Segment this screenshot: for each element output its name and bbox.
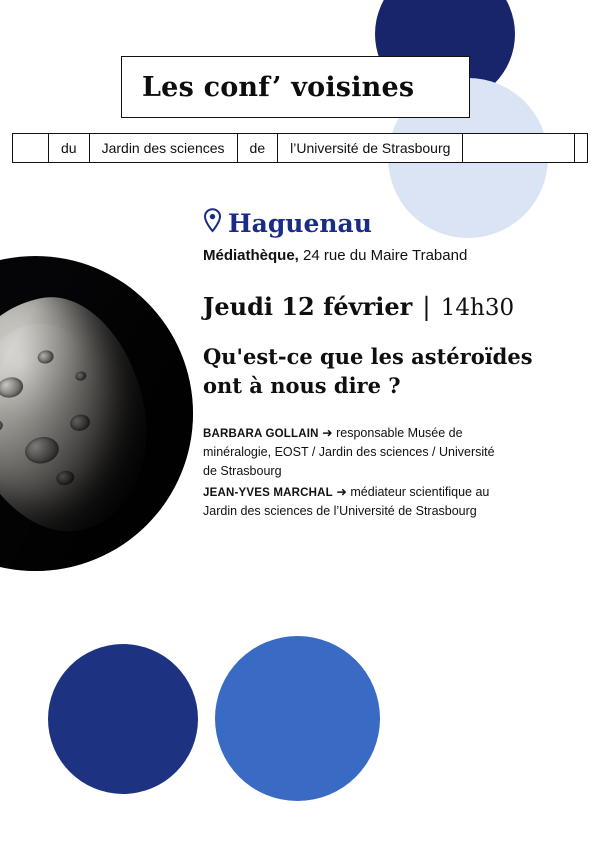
speaker-name: BARBARA GOLLAIN — [203, 427, 319, 440]
event-time: 14h30 — [440, 295, 515, 322]
event-details — [203, 208, 583, 523]
subtitle-spacer-mid — [462, 133, 574, 163]
subtitle-jardin-des-sciences: Jardin des sciences — [89, 133, 237, 163]
event-date: Jeudi 12 février — [203, 292, 413, 322]
subtitle-spacer-right — [574, 133, 588, 163]
decor-circle-blue-bottom — [215, 636, 380, 801]
speaker-item — [203, 424, 503, 481]
speaker-arrow-icon: ➜ — [336, 484, 347, 499]
page-title: Les conf’ voisines — [142, 71, 415, 103]
venue-address: 24 rue du Maire Traband — [303, 247, 468, 264]
speaker-role: responsable Musée de minéralogie, EOST / Jardin des sciences / Université de Strasbourg — [203, 425, 495, 478]
date-time-separator: | — [422, 292, 431, 322]
poster-title-box — [121, 56, 470, 118]
speaker-name: JEAN-YVES MARCHAL — [203, 486, 333, 499]
header-subtitle-row — [12, 133, 588, 163]
subtitle-du: du — [48, 133, 89, 163]
speaker-role: médiateur scientifique au Jardin des sciences de l’Université de Strasbourg — [203, 484, 490, 518]
speakers-list — [203, 424, 503, 521]
subtitle-de: de — [237, 133, 278, 163]
subtitle-universite: l’Université de Strasbourg — [277, 133, 462, 163]
event-city: Haguenau — [228, 208, 372, 238]
map-pin-icon — [203, 208, 222, 238]
asteroid-photo — [0, 256, 193, 571]
subtitle-spacer-left — [12, 133, 48, 163]
speaker-item — [203, 483, 503, 521]
decor-circle-navy-bottom — [48, 644, 198, 794]
location-line — [203, 208, 583, 238]
event-venue — [203, 246, 503, 266]
event-date-line — [203, 292, 583, 321]
venue-name: Médiathèque, — [203, 247, 299, 264]
asteroid-shadow — [0, 256, 193, 571]
speaker-arrow-icon: ➜ — [322, 425, 333, 440]
talk-title: Qu'est-ce que les astéroïdes ont à nous dire ? — [203, 344, 533, 398]
